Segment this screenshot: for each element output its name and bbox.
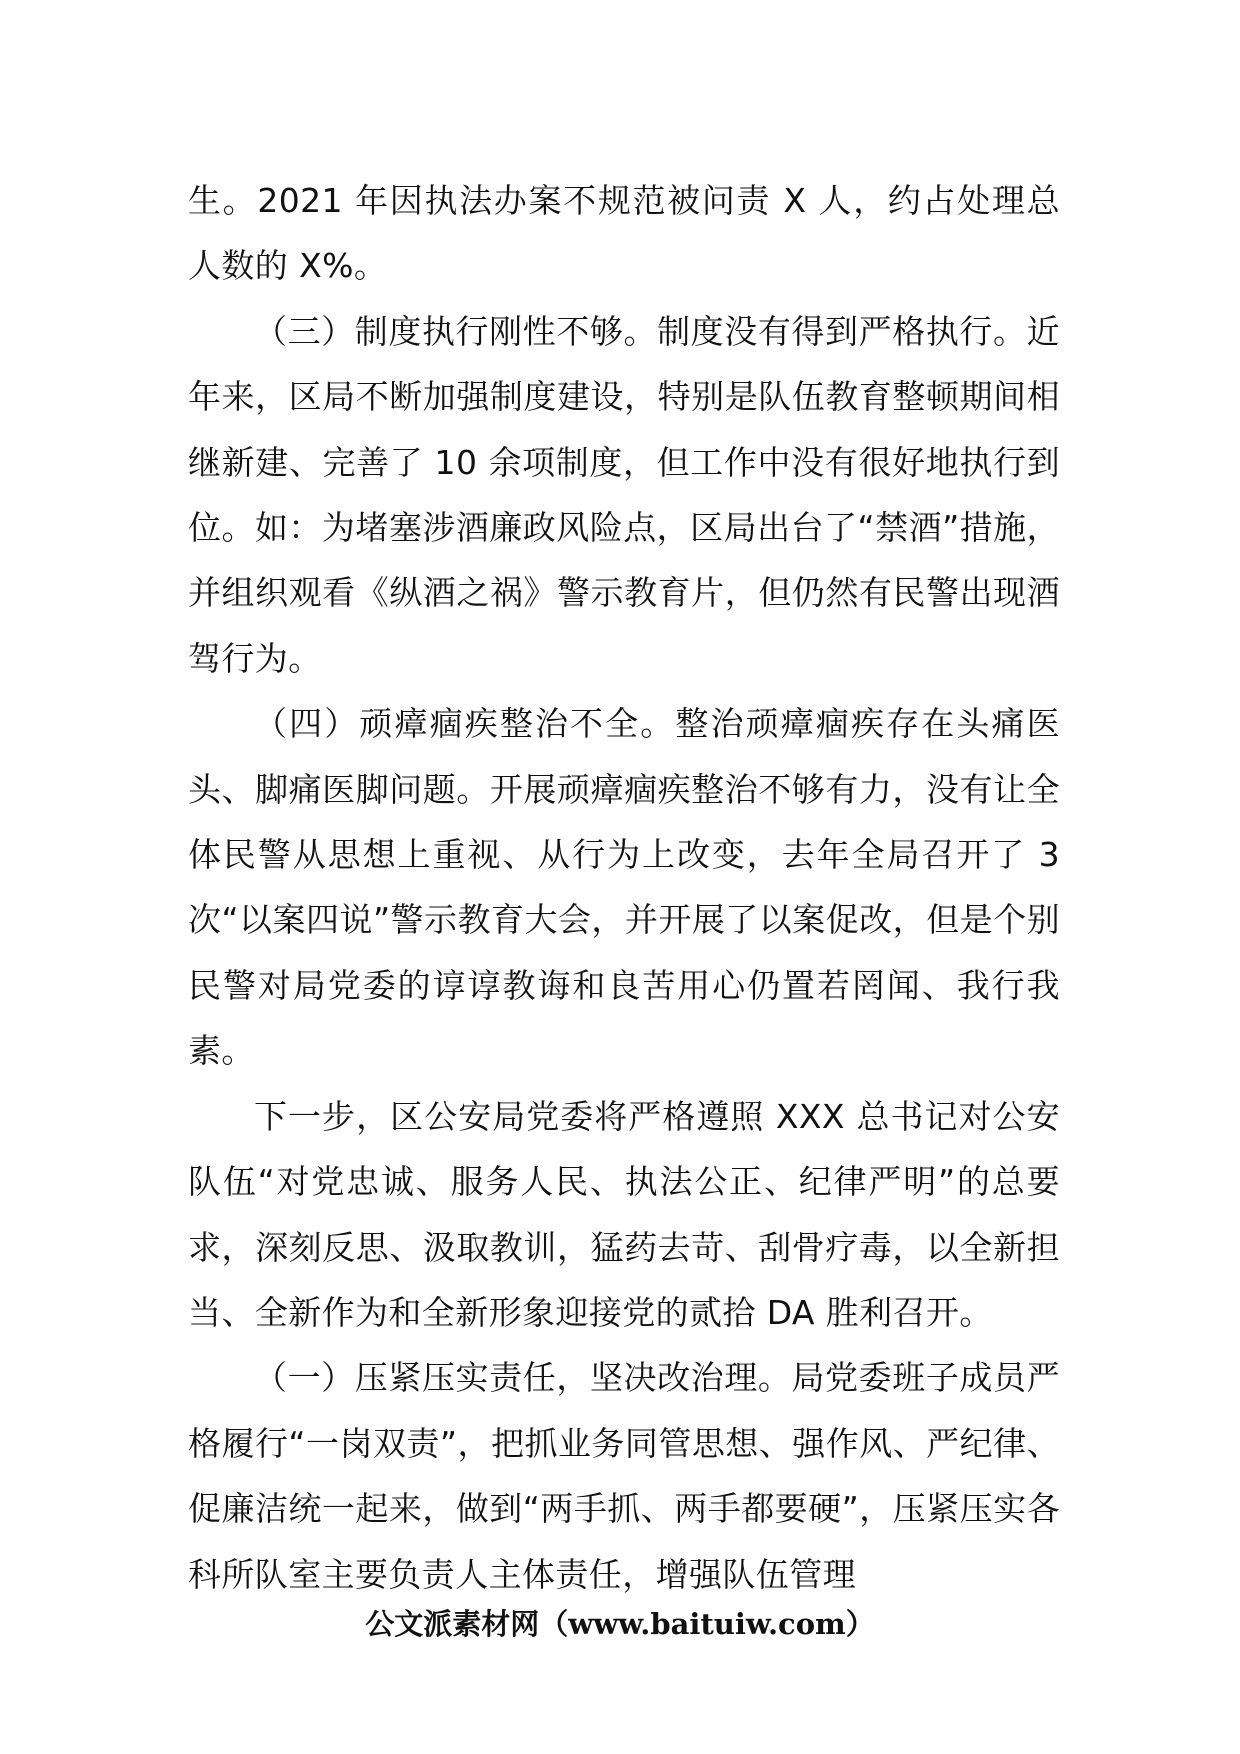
paragraph-5: （一）压紧压实责任，坚决改治理。局党委班子成员严格履行“一岗双责”，把抓业务同管思想、强作风、严纪律、促廉洁统一起来，做到“两手抓、两手都要硬”，压紧压实各科所队室主要负责人主体责任，增强队伍管理: [188, 1358, 1060, 1594]
source-footer: 公文派素材网（www.baituiw.com）: [365, 1607, 875, 1641]
paragraph-1: 生。2021 年因执法办案不规范被问责 X 人，约占处理总人数的 X%。: [188, 181, 1060, 286]
paragraph-4: 下一步，区公安局党委将严格遵照 XXX 总书记对公安队伍“对党忠诚、服务人民、执法公正、纪律严明”的总要求，深刻反思、汲取教训，猛药去苛、刮骨疗毒，以全新担当、全新作为和全新形象迎接党的贰拾 DA 胜利召开。: [188, 1096, 1060, 1332]
paragraph-2: （三）制度执行刚性不够。制度没有得到严格执行。近年来，区局不断加强制度建设，特别是队伍教育整顿期间相继新建、完善了 10 余项制度，但工作中没有很好地执行到位。如：为堵塞涉酒廉政风险点，区局出台了“禁酒”措施，并组织观看《纵酒之祸》警示教育片，但仍然有民警出现酒驾行为。: [188, 311, 1060, 678]
document-body: [188, 168, 1060, 1607]
paragraph-3: （四）顽瘴痼疾整治不全。整治顽瘴痼疾存在头痛医头、脚痛医脚问题。开展顽瘴痼疾整治不够有力，没有让全体民警从思想上重视、从行为上改变，去年全局召开了 3 次“以案四说”警示教育大会，并开展了以案促改，但是个别民警对局党委的谆谆教诲和良苦用心仍置若罔闻、我行我素。: [188, 704, 1060, 1071]
